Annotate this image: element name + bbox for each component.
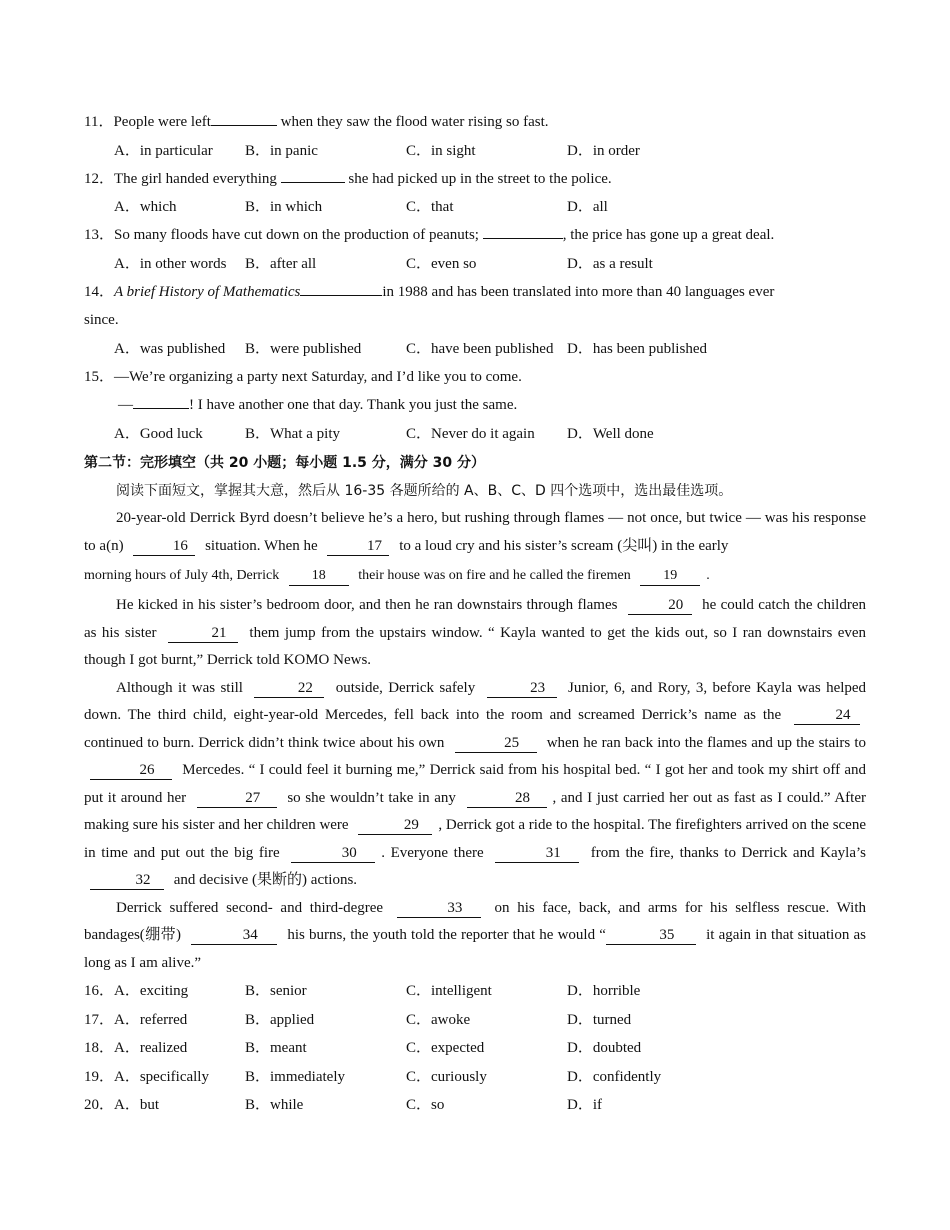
passage-paragraph-1: [84, 505, 866, 560]
option-d: D．all: [567, 199, 608, 215]
option-c: C．intelligent: [406, 983, 492, 999]
passage-text: to a loud cry and his sister’s scream (尖叫) in the early: [399, 537, 729, 554]
question-number: 17．: [84, 1011, 115, 1028]
options-16: [84, 977, 866, 1006]
question-15: [84, 363, 866, 392]
option-d: D．Well done: [567, 425, 654, 442]
question-number: 18．: [84, 1040, 115, 1056]
passage-text: morning hours of July 4th, Derrick: [84, 568, 280, 583]
option-d: D．if: [567, 1097, 602, 1113]
option-c: C．curiously: [406, 1068, 487, 1085]
option-b: B．What a pity: [245, 425, 340, 442]
option-c: C．expected: [406, 1040, 485, 1056]
option-b: B．senior: [245, 983, 307, 999]
option-c: C．in sight: [406, 142, 476, 159]
passage-text: it again in that situation as long as I am alive.”: [84, 927, 866, 971]
question-11: [84, 108, 866, 137]
answer-blank: [300, 278, 382, 296]
passage-text: 20-year-old Derrick Byrd doesn’t believe he’s a hero, but rushing through flames — not once, but twice — was his response to a(n): [84, 510, 866, 554]
option-c: C．that: [406, 199, 454, 215]
option-c: C．awoke: [406, 1011, 471, 1028]
book-title: A brief History of Mathematics: [114, 283, 301, 300]
passage-text: on his face, back, and arms for his selfless rescue. With bandages(绷带): [84, 899, 867, 943]
blank-27: 27: [197, 789, 277, 808]
question-text: since.: [84, 312, 119, 328]
passage-text: so she wouldn’t take in any: [287, 789, 456, 806]
blank-25: 25: [455, 734, 537, 753]
blank-22: 22: [254, 679, 324, 698]
option-d: D．confidently: [567, 1068, 662, 1085]
option-b: B．meant: [245, 1040, 307, 1056]
passage-text: and decisive (果断的) actions.: [173, 872, 358, 888]
passage-text: he could catch the children as his sister: [84, 597, 866, 641]
passage-text: situation. When he: [205, 537, 318, 554]
options-13: [84, 250, 866, 278]
option-a: A．in particular: [114, 142, 213, 159]
option-b: B．were published: [245, 340, 362, 357]
passage-text: when he ran back into the flames and up the stairs to: [546, 734, 867, 751]
blank-16: 16: [133, 537, 195, 556]
option-a: A．realized: [114, 1040, 188, 1056]
passage-text: , Derrick got a ride to the hospital. The firefighters arrived on the scene in time and put out the big fire: [84, 817, 866, 861]
blank-30: 30: [291, 844, 375, 863]
options-19: [84, 1063, 866, 1092]
option-a: A．in other words: [114, 255, 227, 272]
question-number: 15．: [84, 368, 115, 385]
options-15: [84, 420, 866, 448]
blank-24: 24: [794, 706, 860, 725]
passage-text: their house was on fire and he called the firemen: [358, 568, 631, 583]
passage-text: outside, Derrick safely: [335, 679, 476, 696]
blank-26: 26: [90, 761, 172, 780]
blank-17: 17: [327, 537, 389, 556]
option-d: D．in order: [567, 142, 640, 159]
option-b: B．in which: [245, 199, 323, 215]
options-17: [84, 1006, 866, 1035]
options-20: [84, 1091, 866, 1120]
option-c: C．so: [406, 1097, 445, 1113]
option-d: D．horrible: [567, 983, 641, 999]
option-b: B．in panic: [245, 142, 318, 159]
question-13: [84, 221, 866, 250]
answer-blank: [483, 221, 563, 239]
passage-paragraph-2: [84, 592, 866, 675]
option-b: B．applied: [245, 1011, 315, 1028]
question-text: —: [118, 397, 133, 413]
option-d: D．doubted: [567, 1040, 642, 1056]
section-heading: 第二节：完形填空（共 20 小题；每小题 1.5 分，满分 30 分）: [84, 454, 486, 471]
question-text: So many floods have cut down on the production of peanuts;: [114, 227, 483, 243]
question-number: 16．: [84, 983, 115, 999]
answer-blank: [281, 165, 345, 183]
passage-text: , and I just carried her out as fast as I could.” After making sure his sister and her children were: [84, 789, 866, 833]
blank-21: 21: [168, 624, 238, 643]
question-number: 13．: [84, 227, 115, 243]
blank-28: 28: [467, 789, 547, 808]
blank-20: 20: [628, 596, 692, 615]
passage-paragraph-4: [84, 895, 866, 978]
options-14: [84, 335, 866, 363]
passage-text: .: [706, 568, 710, 583]
question-text: People were left: [113, 114, 211, 130]
option-d: D．turned: [567, 1011, 632, 1028]
question-text: The girl handed everything: [114, 170, 281, 187]
passage-paragraph-3: [84, 675, 866, 895]
option-b: B．immediately: [245, 1068, 345, 1085]
exam-page: [84, 108, 866, 1120]
option-a: A．specifically: [114, 1068, 209, 1085]
question-number: 14．: [84, 283, 115, 300]
option-c: C．have been published: [406, 340, 554, 357]
passage-text: Junior, 6, and Rory, 3, before Kayla was helped down. The third child, eight-year-old Mercedes, fell back into the room and screamed Derrick’s name as the: [84, 679, 867, 723]
passage-text: from the fire, thanks to Derrick and Kayla’s: [590, 844, 866, 861]
blank-33: 33: [397, 899, 481, 918]
answer-blank: [133, 391, 189, 409]
option-a: A．was published: [114, 340, 226, 357]
blank-23: 23: [487, 679, 557, 698]
question-number: 19．: [84, 1068, 115, 1085]
question-text: , the price has gone up a great deal.: [562, 227, 775, 243]
blank-19: 19: [640, 567, 700, 586]
passage-text: them jump from the upstairs window. “ Kayla wanted to get the kids out, so I ran downstairs even though I got burnt,” Derrick told KOMO News.: [84, 624, 867, 668]
question-text: ! I have another one that day. Thank you just the same.: [189, 397, 518, 413]
option-b: B．after all: [245, 255, 317, 272]
passage-text: Although it was still: [116, 679, 243, 696]
option-a: A．Good luck: [114, 425, 203, 442]
option-a: A．exciting: [114, 983, 189, 999]
passage-text: Mercedes. “ I could feel it burning me,” Derrick said from his hospital bed. “ I got her and took my shirt off and put it around her: [84, 762, 866, 806]
option-a: A．which: [114, 199, 177, 215]
blank-35: 35: [606, 926, 696, 945]
passage-text: . Everyone there: [381, 844, 484, 861]
blank-32: 32: [90, 871, 164, 890]
question-number: 11．: [84, 114, 114, 130]
passage-text: Derrick suffered second- and third-degree: [116, 899, 384, 916]
options-11: [84, 137, 866, 165]
passage-text: He kicked in his sister’s bedroom door, and then he ran downstairs through flames: [116, 597, 618, 613]
blank-31: 31: [495, 844, 579, 863]
options-12: [84, 193, 866, 221]
question-14-continued: [84, 306, 866, 335]
question-12: [84, 165, 866, 194]
passage-paragraph-1-end: [84, 560, 866, 592]
question-15-reply: [84, 391, 866, 420]
question-text: in 1988 and has been translated into more than 40 languages ever: [382, 283, 775, 300]
options-18: [84, 1034, 866, 1063]
question-text: —We’re organizing a party next Saturday, and I’d like you to come.: [114, 368, 522, 385]
blank-18: 18: [289, 567, 349, 586]
question-number: 12．: [84, 170, 115, 187]
passage-text: continued to burn. Derrick didn’t think twice about his own: [84, 734, 445, 751]
option-a: A．but: [114, 1097, 160, 1113]
blank-34: 34: [191, 926, 277, 945]
option-c: C．Never do it again: [406, 425, 535, 442]
option-b: B．while: [245, 1097, 304, 1113]
option-a: A．referred: [114, 1011, 188, 1028]
question-number: 20．: [84, 1097, 115, 1113]
question-14: [84, 278, 866, 307]
option-d: D．has been published: [567, 340, 707, 357]
question-text: she had picked up in the street to the police.: [344, 170, 612, 187]
answer-blank: [211, 108, 277, 126]
section-instruction: 阅读下面短文，掌握其大意，然后从 16-35 各题所给的 A、B、C、D 四个选项中，选出最佳选项。: [116, 482, 733, 499]
passage-text: his burns, the youth told the reporter that he would “: [287, 927, 606, 943]
option-c: C．even so: [406, 255, 477, 272]
question-text: when they saw the flood water rising so fast.: [276, 114, 549, 130]
blank-29: 29: [358, 816, 432, 835]
option-d: D．as a result: [567, 255, 653, 272]
